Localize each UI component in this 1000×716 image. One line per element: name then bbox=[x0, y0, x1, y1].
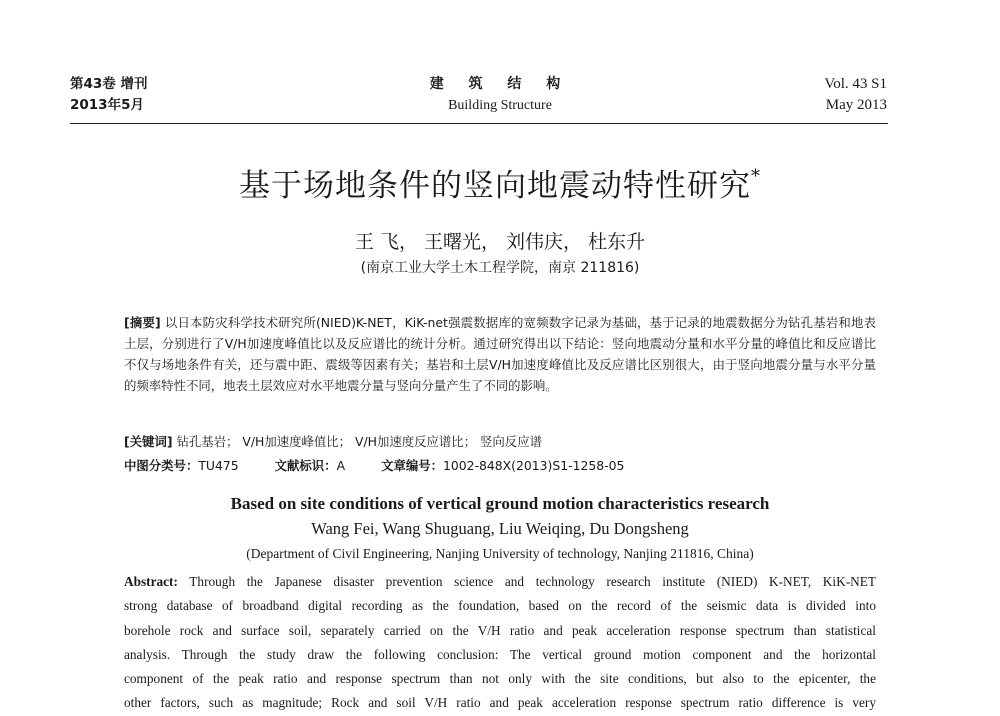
clc-label: 中图分类号： bbox=[124, 458, 199, 473]
abstract-cn-label: [摘要] bbox=[124, 315, 161, 330]
header-volume-en bbox=[824, 74, 887, 116]
header-vol: Vol. 43 S1 bbox=[824, 76, 887, 92]
clc-value: TU475 bbox=[198, 458, 239, 473]
english-abstract-line: component of the peak ratio and response spectrum than not only with the site conditions, but also to the epicenter, the bbox=[124, 671, 876, 687]
keywords-cn bbox=[124, 432, 542, 450]
header-date-en: May 2013 bbox=[825, 97, 887, 113]
keywords-cn-label: [关键词] bbox=[124, 434, 173, 449]
english-affiliation: (Department of Civil Engineering, Nanjing University of technology, Nanjing 211816, China) bbox=[246, 546, 754, 561]
article-title bbox=[0, 160, 1000, 205]
english-abstract-line: Abstract: Through the Japanese disaster prevention science and technology research institute (NIED) K-NET, KiK-NET bbox=[124, 574, 876, 589]
english-abstract-line: borehole rock and surface soil, separately carried on the V/H ratio and peak acceleration response spectrum than statistical bbox=[124, 622, 876, 638]
keywords-cn-text: 钻孔基岩； V/H加速度峰值比； V/H加速度反应谱比； 竖向反应谱 bbox=[176, 434, 542, 449]
english-authors: Wang Fei, Wang Shuguang, Liu Weiqing, Du Dongsheng bbox=[311, 519, 689, 538]
abstract-cn bbox=[124, 312, 876, 396]
english-abstract-line: analysis. Through the study draw the following conclusion: The vertical ground motion component and the horizontal bbox=[124, 646, 876, 662]
title-footnote-mark: * bbox=[751, 166, 761, 187]
classification-line bbox=[124, 456, 624, 474]
doc-code-value: A bbox=[336, 458, 346, 473]
article-authors: 王 飞， 王曙光， 刘伟庆， 杜东升 bbox=[354, 231, 646, 253]
english-abstract-label: Abstract: bbox=[124, 574, 178, 589]
header-volume: 第43卷 增刊 bbox=[70, 76, 148, 92]
english-abstract-line: strong database of broadband digital recording as the foundation, based on the record of the seismic data is divided into bbox=[124, 598, 876, 614]
article-number-label: 文章编号： bbox=[381, 458, 444, 473]
header-date-cn: 2013年5月 bbox=[70, 97, 144, 113]
header-rule bbox=[70, 123, 888, 124]
article-affiliation: (南京工业大学土木工程学院，南京 211816) bbox=[360, 260, 640, 276]
article-title-text: 基于场地条件的竖向地震动特性研究 bbox=[239, 168, 751, 204]
english-abstract bbox=[124, 570, 876, 716]
english-abstract-line: other factors, such as magnitude; Rock and soil V/H ratio and peak acceleration response spectrum ratio difference is very bbox=[124, 695, 876, 711]
doc-code-label: 文献标识： bbox=[274, 458, 337, 473]
journal-name-en: Building Structure bbox=[448, 98, 552, 113]
english-title: Based on site conditions of vertical ground motion characteristics research bbox=[230, 494, 770, 513]
journal-name-cn: 建 筑 结 构 bbox=[429, 76, 571, 92]
article-number-value: 1002-848X(2013)S1-1258-05 bbox=[443, 458, 625, 473]
abstract-cn-text: 以日本防灾科学技术研究所(NIED)K-NET，KiK-net强震数据库的宽频数字记录为基础，基于记录的地震数据分为钻孔基岩和地表土层，分别进行了V/H加速度峰值比以及反应谱比的统计分析。通过研究得出以下结论：竖向地震动分量和水平分量的峰值比和反应谱比不仅与场地条件有关，还与震中距、震级等因素有关；基岩和土层V/H加速度峰值比及反应谱比区别很大，由于竖向地震分量与水平分量的频率特性不同，地表土层效应对水平地震分量与竖向分量产生了不同的影响。 bbox=[124, 315, 876, 393]
